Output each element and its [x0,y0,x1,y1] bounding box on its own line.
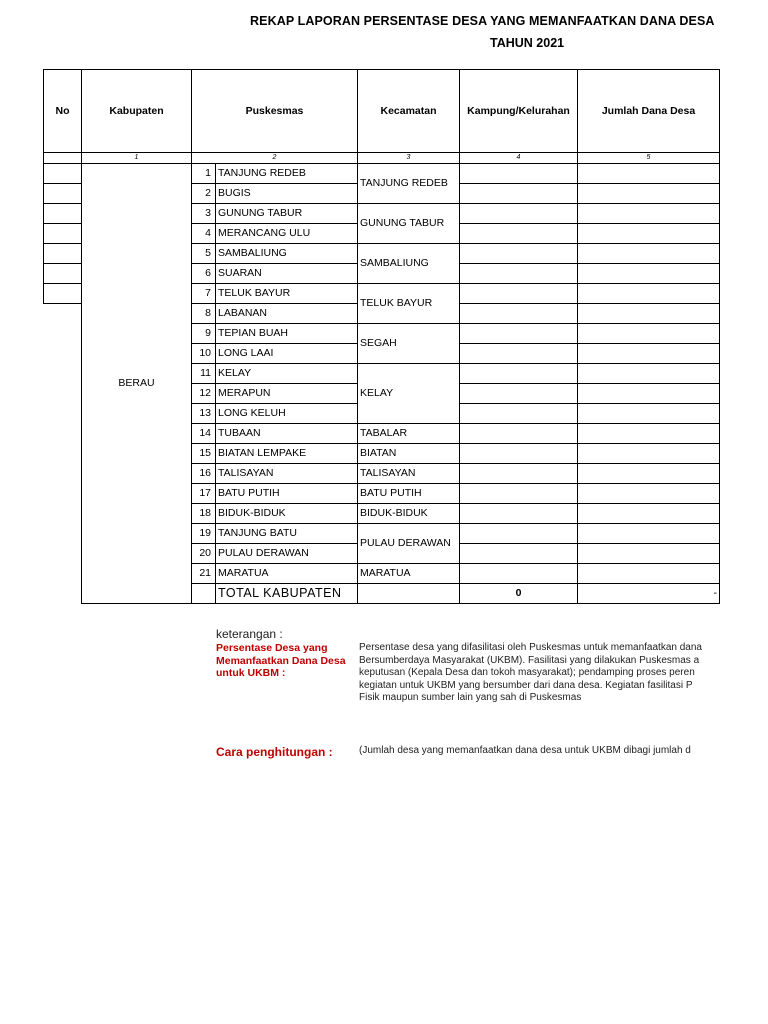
definition-line: Fisik maupun sumber lain yang sah di Puskesmas [359,692,582,703]
row-number: 15 [192,444,216,464]
puskesmas-cell: BUGIS [216,184,358,204]
row-number: 17 [192,484,216,504]
definition-term: Persentase Desa yang Memanfaatkan Dana Desa untuk UKBM : [216,642,346,679]
no-cell [44,504,82,524]
row-number: 3 [192,204,216,224]
no-cell [44,564,82,584]
no-cell [44,484,82,504]
jumlah-dana-desa-cell[interactable] [578,404,720,424]
no-cell [44,464,82,484]
jumlah-dana-desa-cell[interactable] [578,224,720,244]
puskesmas-cell: BATU PUTIH [216,484,358,504]
puskesmas-cell: LABANAN [216,304,358,324]
kampung-cell[interactable] [460,504,578,524]
header-kabupaten: Kabupaten [82,70,192,153]
jumlah-dana-desa-cell[interactable] [578,284,720,304]
puskesmas-cell: LONG KELUH [216,404,358,424]
no-cell [44,284,82,304]
no-cell [44,264,82,284]
puskesmas-cell: LONG LAAI [216,344,358,364]
total-number-cell [192,584,216,604]
row-number: 21 [192,564,216,584]
kampung-cell[interactable] [460,404,578,424]
row-number: 5 [192,244,216,264]
no-cell [44,424,82,444]
jumlah-dana-desa-cell[interactable] [578,444,720,464]
puskesmas-cell: MERAPUN [216,384,358,404]
notes-label: keterangan : [216,627,283,641]
recap-table [43,69,720,604]
jumlah-dana-desa-cell[interactable] [578,504,720,524]
kabupaten-cell: BERAU [82,164,192,604]
row-number: 16 [192,464,216,484]
puskesmas-cell: TANJUNG BATU [216,524,358,544]
jumlah-dana-desa-cell[interactable] [578,244,720,264]
kampung-cell[interactable] [460,344,578,364]
no-cell [44,204,82,224]
kecamatan-cell: TABALAR [358,424,460,444]
kampung-cell[interactable] [460,224,578,244]
row-number: 11 [192,364,216,384]
definition-line: Persentase desa yang difasilitasi oleh Puskesmas untuk memanfaatkan dana [359,642,702,653]
puskesmas-cell: PULAU DERAWAN [216,544,358,564]
puskesmas-cell: TALISAYAN [216,464,358,484]
index-cell: 1 [82,153,192,164]
jumlah-dana-desa-cell[interactable] [578,384,720,404]
index-cell: 5 [578,153,720,164]
report-title: REKAP LAPORAN PERSENTASE DESA YANG MEMANFAATKAN DANA DESA [250,14,715,28]
index-cell: 4 [460,153,578,164]
jumlah-dana-desa-cell[interactable] [578,484,720,504]
row-number: 12 [192,384,216,404]
no-cell [44,544,82,564]
kampung-cell[interactable] [460,304,578,324]
kecamatan-cell: BIATAN [358,444,460,464]
puskesmas-cell: SAMBALIUNG [216,244,358,264]
jumlah-dana-desa-cell[interactable] [578,204,720,224]
row-number: 7 [192,284,216,304]
kecamatan-cell: BATU PUTIH [358,484,460,504]
no-cell [44,584,82,604]
row-number: 18 [192,504,216,524]
calculation-term: Cara penghitungan : [216,745,333,759]
header-puskesmas: Puskesmas [192,70,358,153]
puskesmas-cell: TELUK BAYUR [216,284,358,304]
no-cell [44,164,82,184]
row-number: 6 [192,264,216,284]
header-kecamatan: Kecamatan [358,70,460,153]
jumlah-dana-desa-cell[interactable] [578,324,720,344]
puskesmas-cell: BIDUK-BIDUK [216,504,358,524]
puskesmas-cell: SUARAN [216,264,358,284]
kampung-cell[interactable] [460,544,578,564]
kampung-cell[interactable] [460,564,578,584]
kecamatan-cell: SEGAH [358,324,460,364]
kampung-cell[interactable] [460,444,578,464]
jumlah-dana-desa-cell[interactable] [578,464,720,484]
kampung-cell[interactable] [460,384,578,404]
kecamatan-cell: GUNUNG TABUR [358,204,460,244]
header-no: No [44,70,82,153]
kecamatan-cell: TELUK BAYUR [358,284,460,324]
no-cell [44,384,82,404]
jumlah-dana-desa-cell[interactable] [578,184,720,204]
definition-line: Bersumberdaya Masyarakat (UKBM). Fasilitasi yang dilakukan Puskesmas a [359,654,700,666]
table-row [44,164,720,184]
header-jumlah-dana-desa: Jumlah Dana Desa [578,70,720,153]
kecamatan-cell: MARATUA [358,564,460,584]
row-number: 19 [192,524,216,544]
puskesmas-cell: MERANCANG ULU [216,224,358,244]
puskesmas-cell: TANJUNG REDEB [216,164,358,184]
jumlah-dana-desa-cell[interactable] [578,544,720,564]
kecamatan-cell: TALISAYAN [358,464,460,484]
header-kampung: Kampung/Kelurahan [460,70,578,153]
report-year: TAHUN 2021 [490,36,565,50]
row-number: 8 [192,304,216,324]
row-number: 13 [192,404,216,424]
kecamatan-cell: PULAU DERAWAN [358,524,460,564]
column-index-row [44,153,720,164]
total-label: TOTAL KABUPATEN [216,584,358,604]
total-kecamatan-cell [358,584,460,604]
row-number: 4 [192,224,216,244]
kampung-cell[interactable] [460,424,578,444]
puskesmas-cell: TEPIAN BUAH [216,324,358,344]
jumlah-dana-desa-cell[interactable] [578,424,720,444]
total-jumlah-value: - [578,584,720,604]
no-cell [44,444,82,464]
jumlah-dana-desa-cell[interactable] [578,524,720,544]
no-cell [44,184,82,204]
definition-text [359,642,768,705]
jumlah-dana-desa-cell[interactable] [578,264,720,284]
row-number: 14 [192,424,216,444]
kampung-cell[interactable] [460,364,578,384]
index-cell: 2 [192,153,358,164]
puskesmas-cell: BIATAN LEMPAKE [216,444,358,464]
puskesmas-cell: KELAY [216,364,358,384]
no-cell [44,524,82,544]
no-cell [44,324,82,344]
puskesmas-cell: GUNUNG TABUR [216,204,358,224]
puskesmas-cell: TUBAAN [216,424,358,444]
no-cell [44,404,82,424]
kecamatan-cell: SAMBALIUNG [358,244,460,284]
no-cell [44,304,82,324]
index-cell [44,153,82,164]
row-number: 20 [192,544,216,564]
kampung-cell[interactable] [460,524,578,544]
definition-line: kegiatan untuk UKBM yang bersumber dari dana desa. Kegiatan fasilitasi P [359,679,693,691]
kampung-cell[interactable] [460,184,578,204]
row-number: 1 [192,164,216,184]
jumlah-dana-desa-cell[interactable] [578,344,720,364]
kampung-cell[interactable] [460,164,578,184]
puskesmas-cell: MARATUA [216,564,358,584]
kampung-cell[interactable] [460,484,578,504]
no-cell [44,224,82,244]
jumlah-dana-desa-cell[interactable] [578,564,720,584]
row-number: 9 [192,324,216,344]
row-number: 2 [192,184,216,204]
kampung-cell[interactable] [460,244,578,264]
calculation-text: (Jumlah desa yang memanfaatkan dana desa untuk UKBM dibagi jumlah d [359,745,691,756]
jumlah-dana-desa-cell[interactable] [578,304,720,324]
total-kampung-value: 0 [460,584,578,604]
kampung-cell[interactable] [460,204,578,224]
index-cell: 3 [358,153,460,164]
definition-line: keputusan (Kepala Desa dan tokoh masyarakat); pendamping proses peren [359,667,695,678]
row-number: 10 [192,344,216,364]
kecamatan-cell: KELAY [358,364,460,424]
no-cell [44,364,82,384]
jumlah-dana-desa-cell[interactable] [578,164,720,184]
kampung-cell[interactable] [460,324,578,344]
no-cell [44,244,82,264]
jumlah-dana-desa-cell[interactable] [578,364,720,384]
header-row [44,70,720,153]
kecamatan-cell: TANJUNG REDEB [358,164,460,204]
kampung-cell[interactable] [460,264,578,284]
kampung-cell[interactable] [460,464,578,484]
kecamatan-cell: BIDUK-BIDUK [358,504,460,524]
no-cell [44,344,82,364]
kampung-cell[interactable] [460,284,578,304]
